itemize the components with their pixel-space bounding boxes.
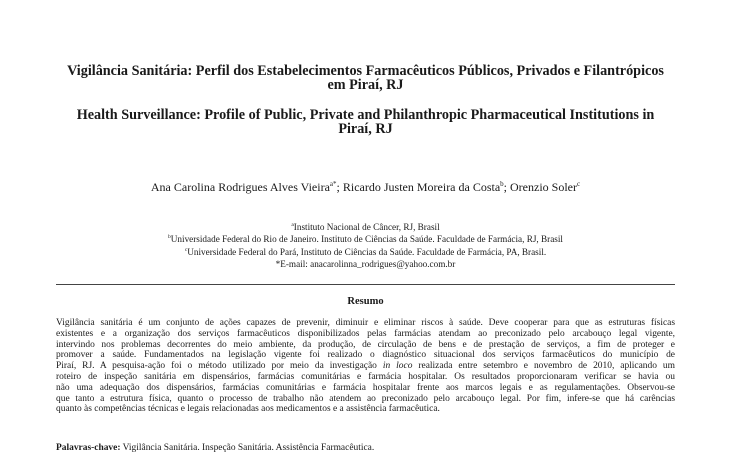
keywords-text: Vigilância Sanitária. Inspeção Sanitária. Assistência Farmacêutica. <box>120 443 375 453</box>
affiliation-line <box>20 221 711 233</box>
author-name: Orenzio Soler <box>510 180 577 194</box>
abstract-line: roteiro de inspeção sanitária em dispensários, farmácias comunitárias e farmácia hospitalar. Os resultados proporcionaram verificar se havia ou <box>56 371 675 382</box>
affiliation-superscript: c <box>184 246 188 253</box>
abstract-line: quanto às competências técnicas e legais relacionadas aos medicamentos e a assistência farmacêutica. <box>56 404 440 415</box>
author-separator: ; <box>503 180 511 194</box>
abstract-line: que tanto a estrutura física, quanto o processo de trabalho não atendem ao preconizado pelo arcabouço legal. Por fim, infere-se que há carências <box>56 393 675 404</box>
abstract-body <box>56 318 675 415</box>
abstract-line: promover a saúde. Fundamentados na legislação vigente foi realizado o diagnóstico situacional dos serviços farmacêuticos do município de <box>56 350 675 361</box>
abstract-line: não uma adequação dos dispensários, farmácias comunitárias e farmácia hospitalar frente aos marcos legais e as regulamentações. Observou-se <box>56 382 675 393</box>
affiliation-text: Universidade Federal do Pará, Instituto de Ciências da Saúde. Faculdade de Farmácia, PA, Brasil. <box>187 246 547 257</box>
author-name: Ricardo Justen Moreira da Costa <box>342 180 501 194</box>
author-list <box>20 180 711 194</box>
author-name: Ana Carolina Rodrigues Alves Vieira <box>150 180 330 194</box>
abstract-line: Vigilância sanitária é um conjunto de ações capazes de prevenir, diminuir e eliminar riscos à saúde. Deve cooperar para que as estruturas físicas <box>56 318 675 328</box>
author-superscript: a* <box>329 180 337 188</box>
author-superscript: c <box>577 180 581 188</box>
author-superscript: b <box>500 180 504 188</box>
abstract-text: realizada entre setembro e novembro de 2010, aplicando um <box>412 361 675 372</box>
abstract-line <box>56 361 675 372</box>
keywords <box>56 443 675 454</box>
affiliation-list <box>20 221 711 270</box>
abstract-line: existentes e a organização dos serviços farmacêuticos disponibilizados pelas farmácias atendam ao preconizado pelo arcabouço legal vigente, <box>56 328 675 339</box>
affiliation-line <box>20 246 711 258</box>
abstract-heading: Resumo <box>347 296 384 307</box>
section-divider <box>56 284 675 285</box>
affiliation-superscript: b <box>168 234 171 241</box>
title-english: Health Surveillance: Profile of Public, Private and Philanthropic Pharmaceutical Institutions in Piraí, RJ <box>76 107 655 137</box>
corresponding-email: *E-mail: anacarolinna_rodrigues@yahoo.com.br <box>275 258 456 269</box>
affiliation-text: Universidade Federal do Rio de Janeiro. Instituto de Ciências da Saúde. Faculdade de Farmácia, RJ, Brasil <box>170 234 563 245</box>
title-portuguese: Vigilância Sanitária: Perfil dos Estabelecimentos Farmacêuticos Públicos, Privados e Filantrópicos em Piraí, RJ <box>67 63 664 93</box>
abstract-emphasis: in loco <box>382 361 413 372</box>
abstract-text: Piraí, RJ. A pesquisa-ação foi o método utilizado por meio da investigação <box>56 361 383 372</box>
abstract-line: intervindo nos problemas decorrentes do meio ambiente, da produção, de circulação de bens e de prestação de serviços, a fim de proteger e <box>56 339 675 350</box>
keywords-label: Palavras-chave: <box>56 443 121 453</box>
affiliation-text: Instituto Nacional de Câncer, RJ, Brasil <box>293 222 440 232</box>
author-separator: ; <box>336 180 343 194</box>
affiliation-superscript: a <box>291 221 294 228</box>
affiliation-line <box>20 233 711 245</box>
